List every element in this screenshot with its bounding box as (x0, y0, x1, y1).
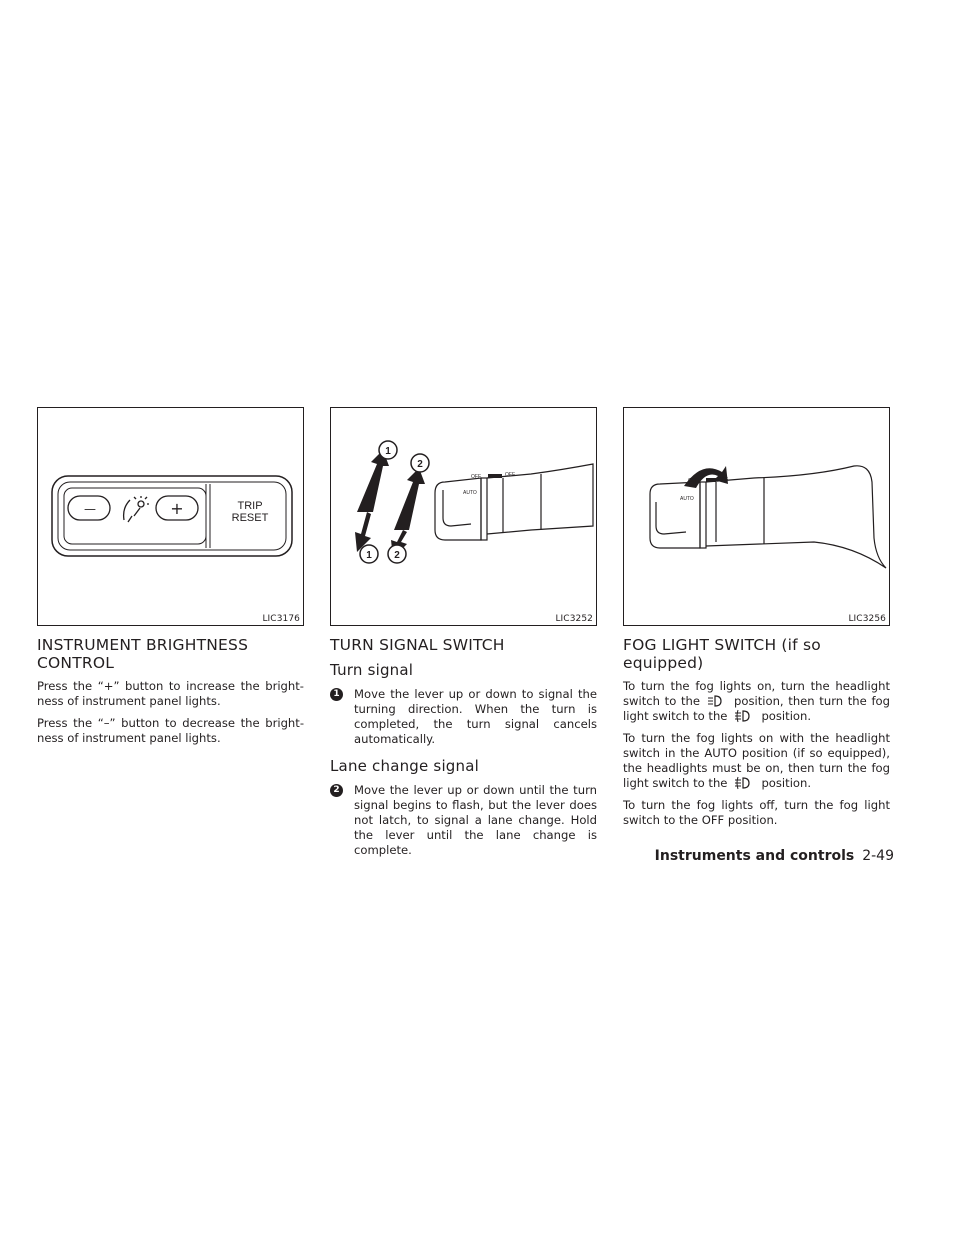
figure-instrument-brightness (37, 407, 304, 626)
callout-1-top: 1 (385, 446, 391, 457)
section-name: Instruments and controls (654, 848, 855, 864)
text-span: To turn the fog lights on with the headlight switch in the AUTO position (if so equipped), the headlights must be on, then turn the fog light switch to the (623, 731, 890, 790)
figure-code: LIC3252 (555, 614, 593, 624)
off-label-1: OFF (471, 474, 481, 480)
list-item (330, 687, 597, 747)
item-text: Move the lever up or down to signal the turning direction. When the turn is completed, the turn signal cancels automatically. (354, 687, 597, 746)
section-title: INSTRUMENT BRIGHTNESS CONTROL (37, 636, 249, 672)
auto-label: AUTO (680, 496, 694, 502)
item-text: Move the lever up or down until the turn signal begins to flash, but the lever does not latch, to signal a lane change. Hold the lever until the lane change is complete. (354, 783, 597, 857)
paragraph: Press the “+” button to increase the bright-ness of instrument panel lights. (37, 679, 304, 708)
auto-label: AUTO (463, 490, 477, 496)
figure-turn-signal (330, 407, 597, 626)
figure-fog-light (623, 407, 890, 626)
section-title: FOG LIGHT SWITCH (if so equipped) (623, 636, 821, 672)
callout-2-bottom: 2 (394, 550, 400, 561)
subsection-title: Lane change signal (330, 757, 479, 775)
trip-label: TRIP (237, 500, 263, 512)
section-title: TURN SIGNAL SWITCH (330, 636, 505, 654)
paragraph (623, 679, 890, 724)
page-number: 2-49 (862, 848, 894, 864)
reset-label: RESET (231, 512, 269, 524)
paragraph (623, 731, 890, 791)
figure-code: LIC3176 (262, 614, 300, 624)
off-label-2: OFF (505, 472, 515, 478)
page-footer (655, 848, 894, 864)
subsection-title: Turn signal (330, 661, 414, 679)
callout-1-bottom: 1 (366, 550, 372, 561)
paragraph: Press the “–” button to decrease the bright-ness of instrument panel lights. (37, 716, 304, 745)
section-turn-signal (330, 636, 597, 868)
figure-code: LIC3256 (848, 614, 886, 624)
fog-light-icon (733, 709, 753, 723)
text-span: position. (761, 709, 812, 723)
turn-signal-illustration (331, 408, 598, 627)
minus-label: — (84, 502, 96, 516)
section-instrument-brightness (37, 636, 304, 753)
fog-light-icon (733, 776, 753, 790)
off-label-1: OFF (688, 478, 698, 484)
text-span: position, then turn the fog light switch to the (623, 694, 890, 723)
text-span: position. (761, 776, 812, 790)
paragraph: To turn the fog lights off, turn the fog light switch to the OFF position. (623, 798, 890, 827)
section-fog-light (623, 636, 890, 835)
callout-2-top: 2 (417, 459, 423, 470)
headlight-icon (706, 694, 726, 708)
brightness-switch-illustration (38, 408, 305, 627)
list-item (330, 783, 597, 858)
off-label-2: OFF (718, 477, 728, 483)
fog-light-illustration (624, 408, 891, 627)
text-span: To turn the fog lights on, turn the headlight switch to the (623, 679, 890, 708)
step-number-icon: 1 (330, 688, 343, 701)
step-number-icon: 2 (330, 784, 343, 797)
plus-label: + (170, 499, 184, 518)
